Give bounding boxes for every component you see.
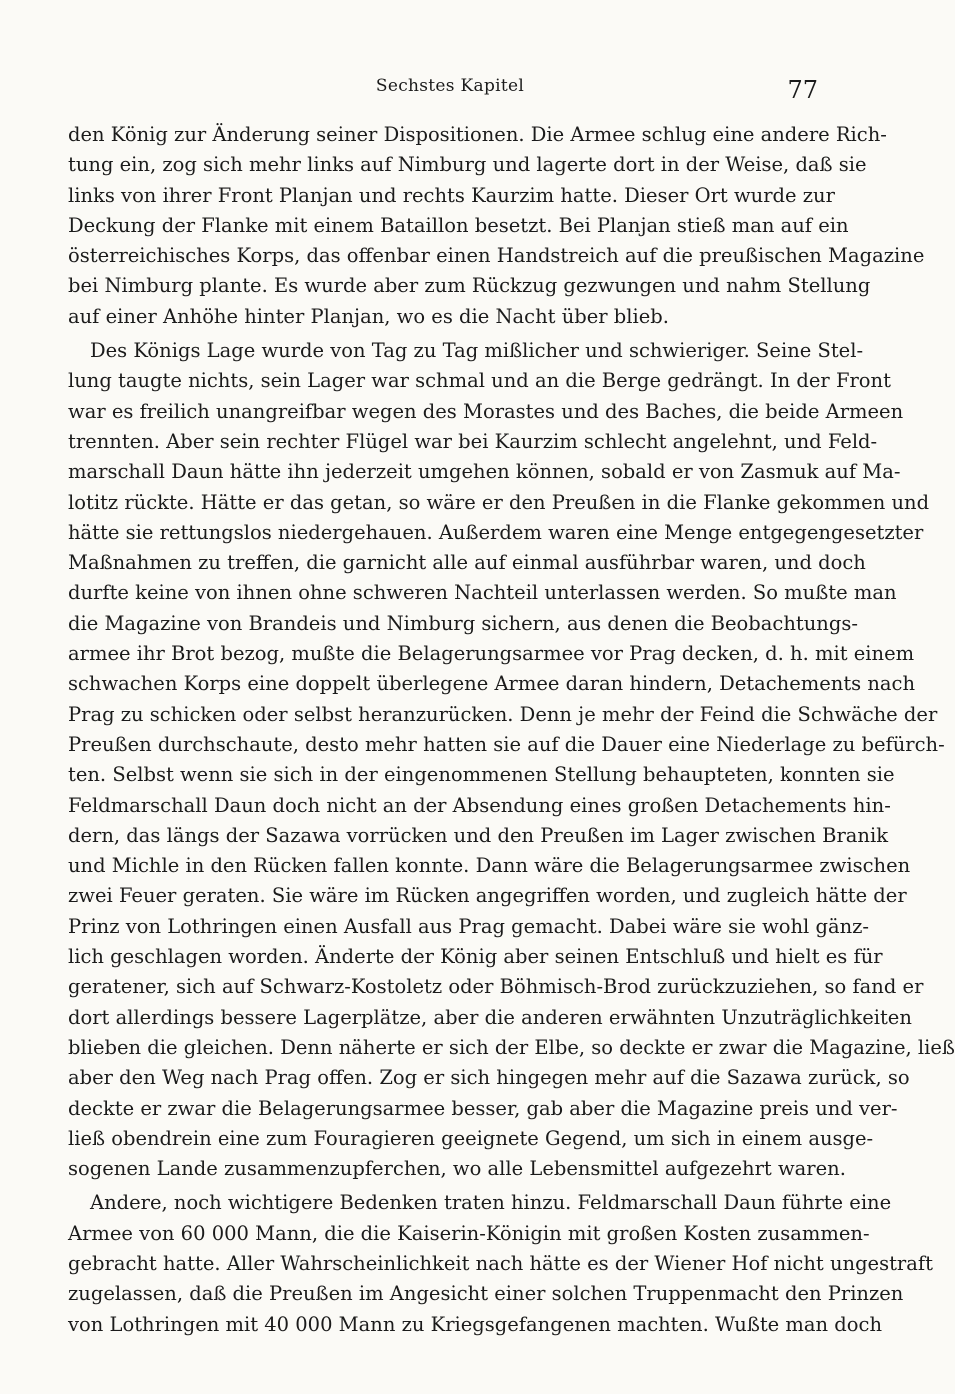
text-line: links von ihrer Front Planjan und rechts Kaurzim hatte. Dieser Ort wurde zur <box>68 183 835 207</box>
text-line: Prag zu schicken oder selbst heranzurücken. Denn je mehr der Feind die Schwäche der <box>68 702 938 726</box>
text-line: auf einer Anhöhe hinter Planjan, wo es die Nacht über blieb. <box>68 304 669 328</box>
text-line: Preußen durchschaute, desto mehr hatten sie auf die Dauer eine Niederlage zu befürch- <box>68 732 945 756</box>
text-line: dort allerdings bessere Lagerplätze, aber die anderen erwähnten Unzuträglichkeiten <box>68 1005 912 1029</box>
text-line: geratener, sich auf Schwarz-Kostoletz oder Böhmisch-Brod zurückzuziehen, so fand er <box>68 975 924 999</box>
text-line: sogenen Lande zusammenzupferchen, wo alle Lebensmittel aufgezehrt waren. <box>68 1157 846 1181</box>
text-line: Des Königs Lage wurde von Tag zu Tag mißlicher und schwieriger. Seine Stel- <box>90 339 864 363</box>
text-line: gebracht hatte. Aller Wahrscheinlichkeit nach hätte es der Wiener Hof nicht ungestraft <box>68 1251 933 1275</box>
text-line: lich geschlagen worden. Änderte der König aber seinen Entschluß und hielt es für <box>68 945 883 969</box>
text-line: bei Nimburg plante. Es wurde aber zum Rückzug gezwungen und nahm Stellung <box>68 274 871 298</box>
running-head <box>0 72 900 106</box>
paragraph-2 <box>68 336 955 1184</box>
text-line: von Lothringen mit 40 000 Mann zu Kriegsgefangenen machten. Wußte man doch <box>68 1312 883 1336</box>
text-line: Armee von 60 000 Mann, die die Kaiserin-Königin mit großen Kosten zusammen- <box>68 1221 870 1245</box>
text-line: zugelassen, daß die Preußen im Angesicht einer solchen Truppenmacht den Prinzen <box>68 1282 904 1306</box>
text-line: ten. Selbst wenn sie sich in der eingenommenen Stellung behaupteten, konnten sie <box>68 763 895 787</box>
text-line: die Magazine von Brandeis und Nimburg sichern, aus denen die Beobachtungs- <box>68 611 858 635</box>
text-line: hätte sie rettungslos niedergehauen. Außerdem waren eine Menge entgegengesetzter <box>68 520 924 544</box>
text-line: Feldmarschall Daun doch nicht an der Absendung eines großen Detachements hin- <box>68 793 891 817</box>
text-line: Maßnahmen zu treffen, die garnicht alle auf einmal ausführbar waren, und doch <box>68 551 866 575</box>
text-line: Deckung der Flanke mit einem Bataillon besetzt. Bei Planjan stieß man auf ein <box>68 213 849 237</box>
body-text <box>68 120 955 1340</box>
text-line: österreichisches Korps, das offenbar einen Handstreich auf die preußischen Magazine <box>68 244 925 268</box>
text-line: und Michle in den Rücken fallen konnte. Dann wäre die Belagerungsarmee zwischen <box>68 854 911 878</box>
text-line: durfte keine von ihnen ohne schweren Nachteil unterlassen werden. So mußte man <box>68 581 897 605</box>
text-line: armee ihr Brot bezog, mußte die Belagerungsarmee vor Prag decken, d. h. mit einem <box>68 642 915 666</box>
text-line: dern, das längs der Sazawa vorrücken und den Preußen im Lager zwischen Branik <box>68 823 889 847</box>
paragraph-3 <box>68 1188 933 1339</box>
text-line: tung ein, zog sich mehr links auf Nimburg und lagerte dort in der Weise, daß sie <box>68 153 867 177</box>
text-line: schwachen Korps eine doppelt überlegene Armee daran hindern, Detachements nach <box>68 672 916 696</box>
paragraph-1 <box>68 120 925 332</box>
text-line: trennten. Aber sein rechter Flügel war bei Kaurzim schlecht angelehnt, und Feld- <box>68 429 878 453</box>
text-line: lung taugte nichts, sein Lager war schmal und an die Berge gedrängt. In der Front <box>68 369 891 393</box>
text-line: war es freilich unangreifbar wegen des Morastes und des Baches, die beide Armeen <box>68 399 904 423</box>
text-line: ließ obendrein eine zum Fouragieren geeignete Gegend, um sich in einem ausge- <box>68 1126 874 1150</box>
text-line: marschall Daun hätte ihn jederzeit umgehen können, sobald er von Zasmuk auf Ma- <box>68 460 901 484</box>
page-number: 77 <box>787 76 818 104</box>
text-line: blieben die gleichen. Denn näherte er sich der Elbe, so deckte er zwar die Magazine, ließ <box>68 1035 955 1059</box>
running-title: Sechstes Kapitel <box>375 76 525 96</box>
text-line: zwei Feuer geraten. Sie wäre im Rücken angegriffen worden, und zugleich hätte der <box>68 884 907 908</box>
text-line: Prinz von Lothringen einen Ausfall aus Prag gemacht. Dabei wäre sie wohl gänz- <box>68 914 870 938</box>
text-line: deckte er zwar die Belagerungsarmee besser, gab aber die Magazine preis und ver- <box>68 1096 898 1120</box>
text-line: aber den Weg nach Prag offen. Zog er sich hingegen mehr auf die Sazawa zurück, so <box>68 1066 910 1090</box>
text-line: Andere, noch wichtigere Bedenken traten hinzu. Feldmarschall Daun führte eine <box>90 1191 892 1215</box>
text-line: den König zur Änderung seiner Dispositionen. Die Armee schlug eine andere Rich- <box>68 123 887 146</box>
text-line: lotitz rückte. Hätte er das getan, so wäre er den Preußen in die Flanke gekommen und <box>68 490 930 514</box>
